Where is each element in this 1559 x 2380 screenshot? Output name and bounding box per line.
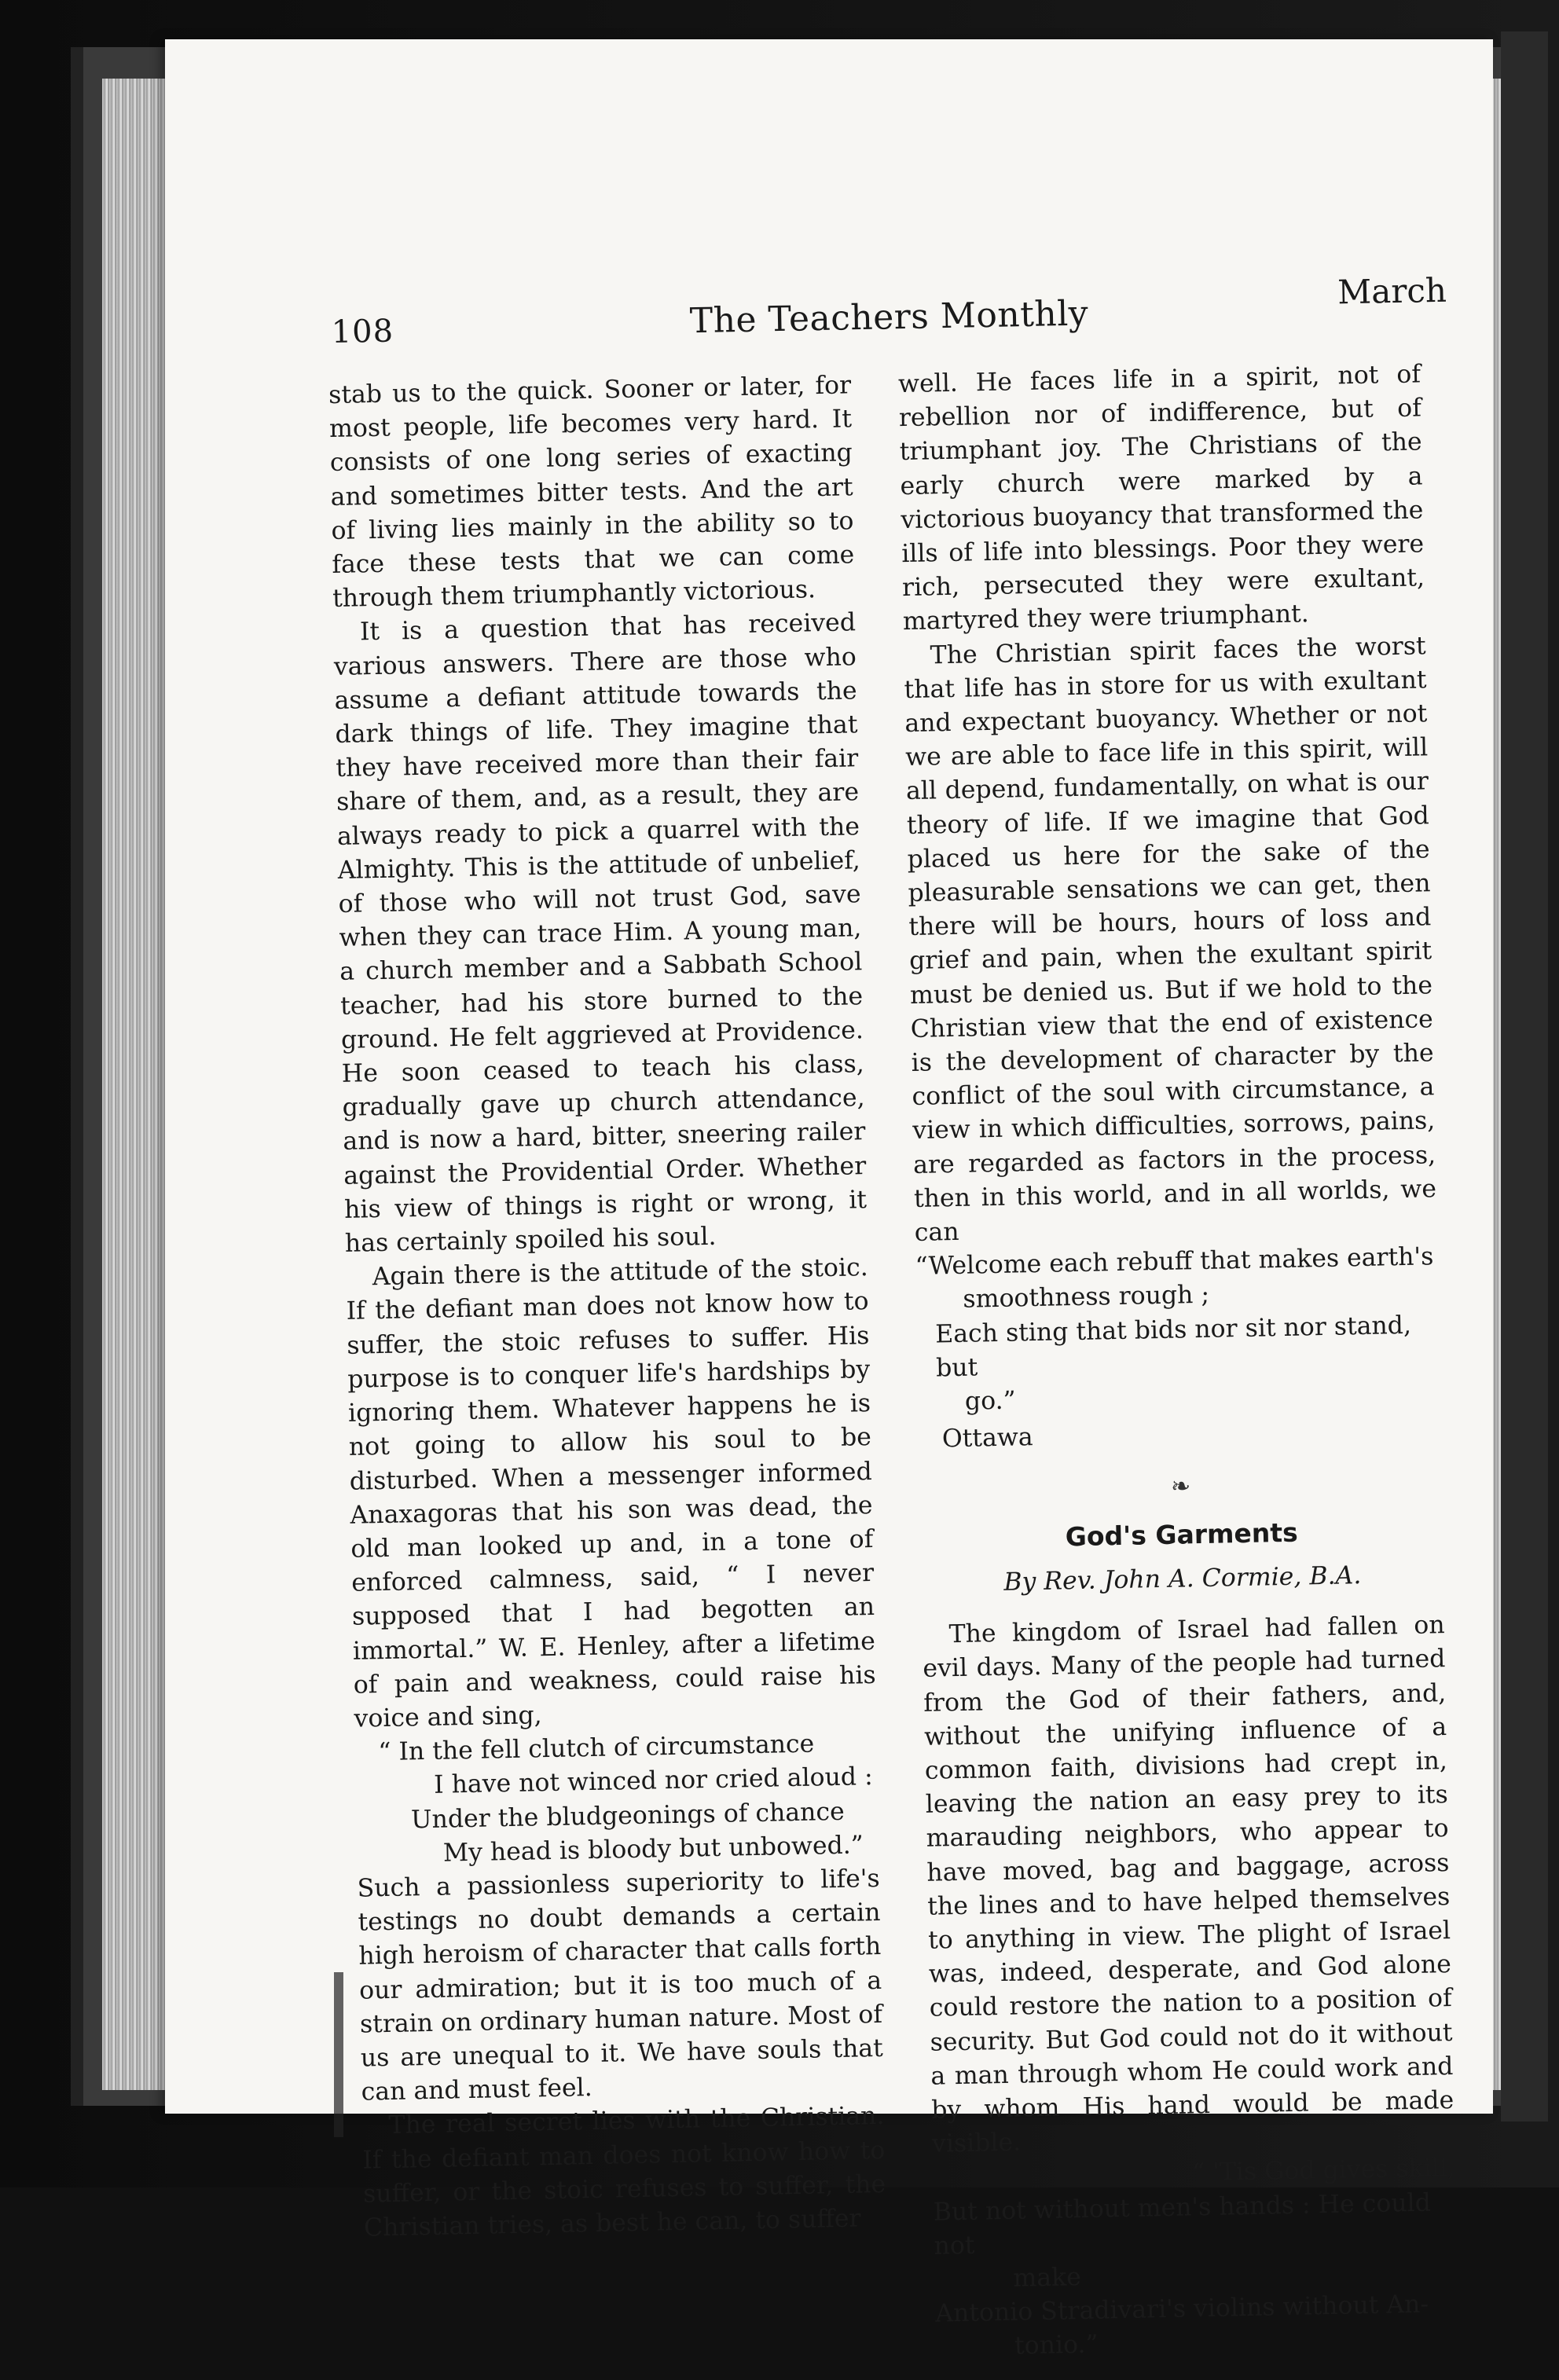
running-title: The Teachers Monthly: [689, 293, 1089, 342]
left-paragraph-1: stab us to the quick. Sooner or later, for most people, life becomes very hard. It consists of one long series of exacting and sometimes bitter tests. And the art of living lies mainly in the ability so to face these tests that we can come through them triumphantly victorious.: [328, 371, 855, 614]
verse-line: Each sting that bids nor sit nor stand, but: [934, 1311, 1412, 1383]
scan-smudge: [334, 1972, 343, 2137]
left-paragraph-4: Such a passionless superiority to life's testings no doubt demands a certain high heroism of character that calls forth our admiration; but it is too much of a strain on ordinary human nature. Most of us are unequal to it. We have souls that can and must feel.: [357, 1864, 884, 2107]
author-place: Ottawa: [941, 1423, 1033, 1454]
closing-verse: [915, 1240, 1440, 1420]
verse-line: smoothness rough ;: [963, 1281, 1210, 1315]
henley-verse: [354, 1726, 879, 1872]
left-paragraph-2: It is a question that has received various answers. There are those who assume a defiant attitude towards the dark things of life. They imagine that they have received more than their fair share of them, and, as a result, they are always ready to pick a quarrel with the Almighty. This is the attitude of unbelief, of those who will not trust God, save when they can trace Him. A young man, a church member and a Sabbath School teacher, had his store burned to the ground. He felt aggrieved at Providence. He soon ceased to teach his class, gradually gave up church attendance, and is now a hard, bitter, sneering railer against the Providential Order. Whether his view of things is right or wrong, it has certainly spoiled his soul.: [333, 608, 868, 1258]
right-column: [898, 358, 1459, 2365]
left-paragraph-5: The real secret lies with the Christian. If the defiant man does not know how to suffer, or the stoic refuses to suffer, the Christian tries, as best he can, to suffer: [362, 2102, 886, 2242]
verse-line: My head is bloody but unbowed.”: [442, 1831, 864, 1868]
right-paragraph-3: The kingdom of Israel had fallen on evil days. Many of the people had turned from the God of their fathers, and, without the unifying influence of a common faith, divisions had crept in, leaving the nation an easy prey to its marauding neighbors, who appear to have moved, bag and baggage, across the lines and to have helped themselves to anything in view. The plight of Israel was, indeed, desperate, and God alone could restore the nation to a position of security. But God could not do it without a man through whom He could work and by whom His hand would be made visible.: [923, 1611, 1454, 2158]
verse-line: go.”: [964, 1386, 1017, 1416]
verse-line: Under the bludgeonings of chance: [410, 1797, 845, 1834]
verse-line: I have not winced nor cried aloud :: [433, 1762, 873, 1800]
verse-line: make: [1013, 2263, 1082, 2293]
magazine-page: [165, 39, 1493, 2361]
book-right-edge: [1501, 31, 1548, 2121]
stradivari-verse: [933, 2151, 1459, 2365]
verse-line: Antonio Stradivari's violins without An-: [934, 2290, 1429, 2328]
article-title: God's Garments: [1065, 1516, 1299, 1553]
right-paragraph-2: The Christian spirit faces the worst that life has in store for us with exultant and expectant buoyancy. Whether or not we are able to face life in this spirit, will all depend, fundamentally, on what is our theory of life. If we imagine that God placed us here for the sake of the pleasurable sensations we can get, then there will be hours, hours of loss and grief and pain, when the exultant spirit must be denied us. But if we hold to the Christian view that the end of existence is the development of character by the conflict of the soul with circumstance, a view in which difficulties, sorrows, pains, are regarded as factors in the process, then in this world, and in all worlds, we can: [904, 631, 1437, 1248]
left-paragraph-3: Again there is the attitude of the stoic. If the defiant man does not know how to suffer, the stoic refuses to suffer. His purpose is to conquer life's hardships by ignoring them. Whatever happens he is not going to allow his soul to be disturbed. When a messenger informed Anaxagoras that his son was dead, the old man looked up and, in a tone of enforced calmness, said, “ I never supposed that I had begotten an immortal.” W. E. Henley, after a lifetime of pain and weakness, could raise his voice and sing,: [346, 1253, 876, 1733]
verse-line: But not without men's hands : He could not: [933, 2188, 1432, 2261]
verse-line: tonio.”: [1014, 2330, 1099, 2361]
verse-line: “ 'Tis God gives skill,: [1191, 2154, 1456, 2187]
right-paragraph-1: well. He faces life in a spirit, not of rebellion nor of indifference, but of triumphant joy. The Christians of the early church were marked by a victorious buoyancy that transformed the ills of life into blessings. Poor they were rich, persecuted they were exultant, martyred they were triumphant.: [897, 360, 1425, 636]
left-column: [328, 369, 886, 2246]
page-number: 108: [331, 313, 394, 350]
page-header: [331, 271, 1447, 355]
verse-line: “ In the fell clutch of circumstance: [378, 1729, 815, 1767]
issue-month: March: [1337, 270, 1447, 312]
verse-line: “Welcome each rebuff that makes earth's: [915, 1242, 1434, 1282]
page-content: [145, 27, 1513, 2361]
article-byline: By Rev. John A. Cormie, B.A.: [1003, 1561, 1362, 1597]
ornament-icon: ❧: [1170, 1472, 1191, 1501]
